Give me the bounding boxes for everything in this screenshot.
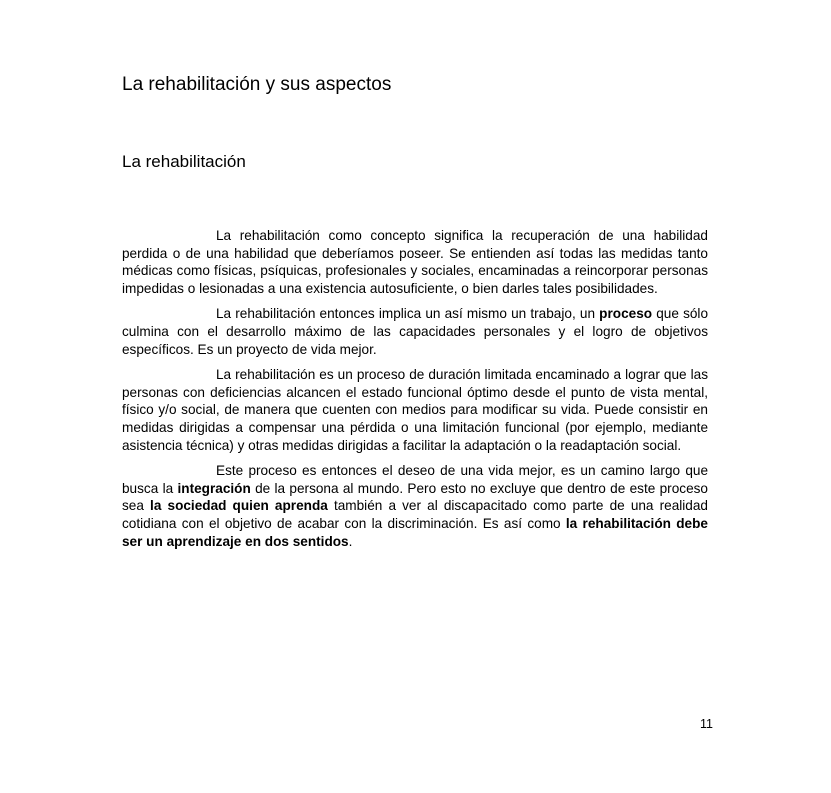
paragraph-1: La rehabilitación como concepto significa la recuperación de una habilidad perdida o de una habilidad que deberíamos poseer. Se entienden así todas las medidas tanto médicas como físicas, psíquicas, profesionales y sociales, encaminadas a reincorporar personas impedidas o lesionadas a una existencia autosuficiente, o bien darles tales posibilidades.	[122, 228, 708, 296]
body-text	[122, 227, 708, 558]
paragraph-2	[122, 305, 708, 358]
paragraph-4-text-3: también a ver al discapacitado como parte de una realidad cotidiana con el objetivo de acabar con la discriminación. Es así como	[122, 498, 708, 531]
paragraph-4-bold-1: integración	[177, 480, 251, 496]
page-title: La rehabilitación y sus aspectos	[122, 74, 392, 95]
page-number: 11	[700, 717, 713, 731]
paragraph-3: La rehabilitación es un proceso de duración limitada encaminado a lograr que las personas con deficiencias alcancen el estado funcional óptimo desde el punto de vista mental, físico y/o social, de manera que cuenten con medios para modificar su vida. Puede consistir en medidas dirigidas a compensar una pérdida o una limitación funcional (por ejemplo, mediante asistencia técnica) y otras medidas dirigidas a facilitar la adaptación o la readaptación social.	[122, 367, 708, 453]
paragraph-4	[122, 462, 708, 550]
section-heading: La rehabilitación	[122, 152, 246, 171]
paragraph-4-text-2: de la persona al mundo. Pero esto no excluye que dentro de este proceso sea	[122, 480, 708, 514]
paragraph-4-bold-2: la sociedad quien aprenda	[150, 498, 328, 514]
paragraph-2-text-1: La rehabilitación entonces implica un así mismo un trabajo, un	[216, 306, 600, 322]
paragraph-4-text-1: Este proceso es entonces el deseo de una vida mejor, es un camino largo que busca la	[122, 463, 708, 496]
paragraph-2-bold-1: proceso	[599, 306, 653, 322]
paragraph-4-text-4: .	[348, 533, 353, 549]
paragraph-2-text-2: que sólo culmina con el desarrollo máximo de las capacidades personales y el logro de objetivos específicos. Es un proyecto de vida mejor.	[122, 306, 709, 357]
paragraph-4-bold-3: la rehabilitación debe ser un aprendizaje en dos sentidos	[122, 515, 708, 549]
